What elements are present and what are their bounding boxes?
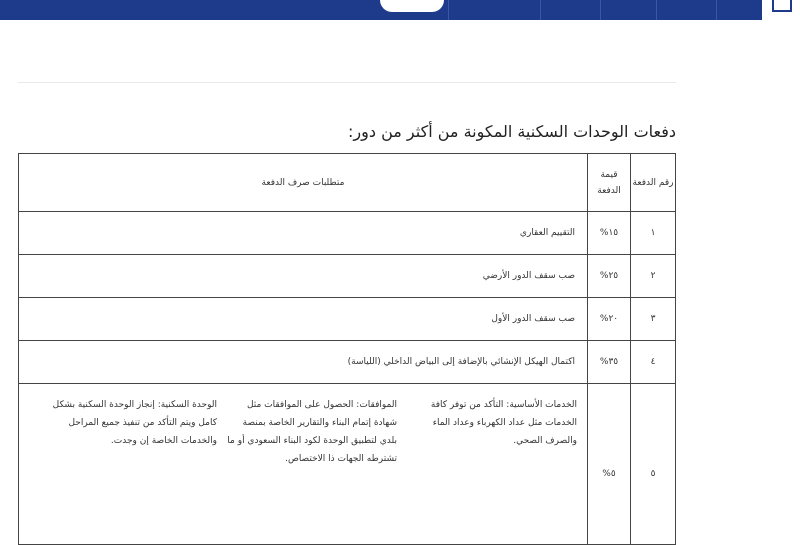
header-payment-value: قيمة الدفعة <box>588 154 631 212</box>
page-heading: دفعات الوحدات السكنية المكونة من أكثر من دور: <box>348 122 676 141</box>
row-requirement: التقييم العقاري <box>19 212 588 255</box>
top-navigation-bar <box>0 0 800 20</box>
table-row <box>19 255 676 298</box>
row-value: ٢٥% <box>588 255 631 298</box>
menu-button[interactable] <box>762 0 800 20</box>
nav-separator <box>540 0 541 20</box>
nav-separator <box>656 0 657 20</box>
row-value: ١٥% <box>588 212 631 255</box>
menu-icon <box>772 0 792 12</box>
row-requirement <box>19 384 588 545</box>
row-requirement: صب سقف الدور الأرضي <box>19 255 588 298</box>
row-value: ٥% <box>588 384 631 545</box>
row-value: ٣٥% <box>588 341 631 384</box>
row-number: ٤ <box>631 341 676 384</box>
logo-tab[interactable] <box>380 0 444 12</box>
table-header-row <box>19 154 676 212</box>
row-number: ١ <box>631 212 676 255</box>
row-value: ٢٠% <box>588 298 631 341</box>
table-row <box>19 212 676 255</box>
nav-separator <box>716 0 717 20</box>
content-divider <box>18 82 676 83</box>
row-requirement: اكتمال الهيكل الإنشائي بالإضافة إلى البياض الداخلي (اللياسة) <box>19 341 588 384</box>
header-payment-number: رقم الدفعة <box>631 154 676 212</box>
row-number: ٣ <box>631 298 676 341</box>
requirement-approvals: الموافقات: الحصول على الموافقات مثل شهادة إتمام البناء والتقارير الخاصة بمنصة بلدي لتطبيق الوحدة لكود البناء السعودي أو ما تشترطه الجهات ذا الاختصاص. <box>227 400 397 464</box>
nav-separator <box>448 0 449 20</box>
nav-separator <box>600 0 601 20</box>
table-row <box>19 341 676 384</box>
row-number: ٢ <box>631 255 676 298</box>
row-requirement: صب سقف الدور الأول <box>19 298 588 341</box>
header-payment-requirements: متطلبات صرف الدفعة <box>19 154 588 212</box>
table-row <box>19 384 676 545</box>
payments-table <box>18 153 676 545</box>
requirement-basic-services: الخدمات الأساسية: التأكد من توفر كافة الخدمات مثل عداد الكهرباء وعداد الماء والصرف الصحي. <box>430 400 577 446</box>
requirement-housing-unit: الوحدة السكنية: إنجاز الوحدة السكنية بشكل كامل ويتم التأكد من تنفيذ جميع المراحل والخدمات الخاصة إن وجدت. <box>52 400 217 446</box>
row-number: ٥ <box>631 384 676 545</box>
table-row <box>19 298 676 341</box>
